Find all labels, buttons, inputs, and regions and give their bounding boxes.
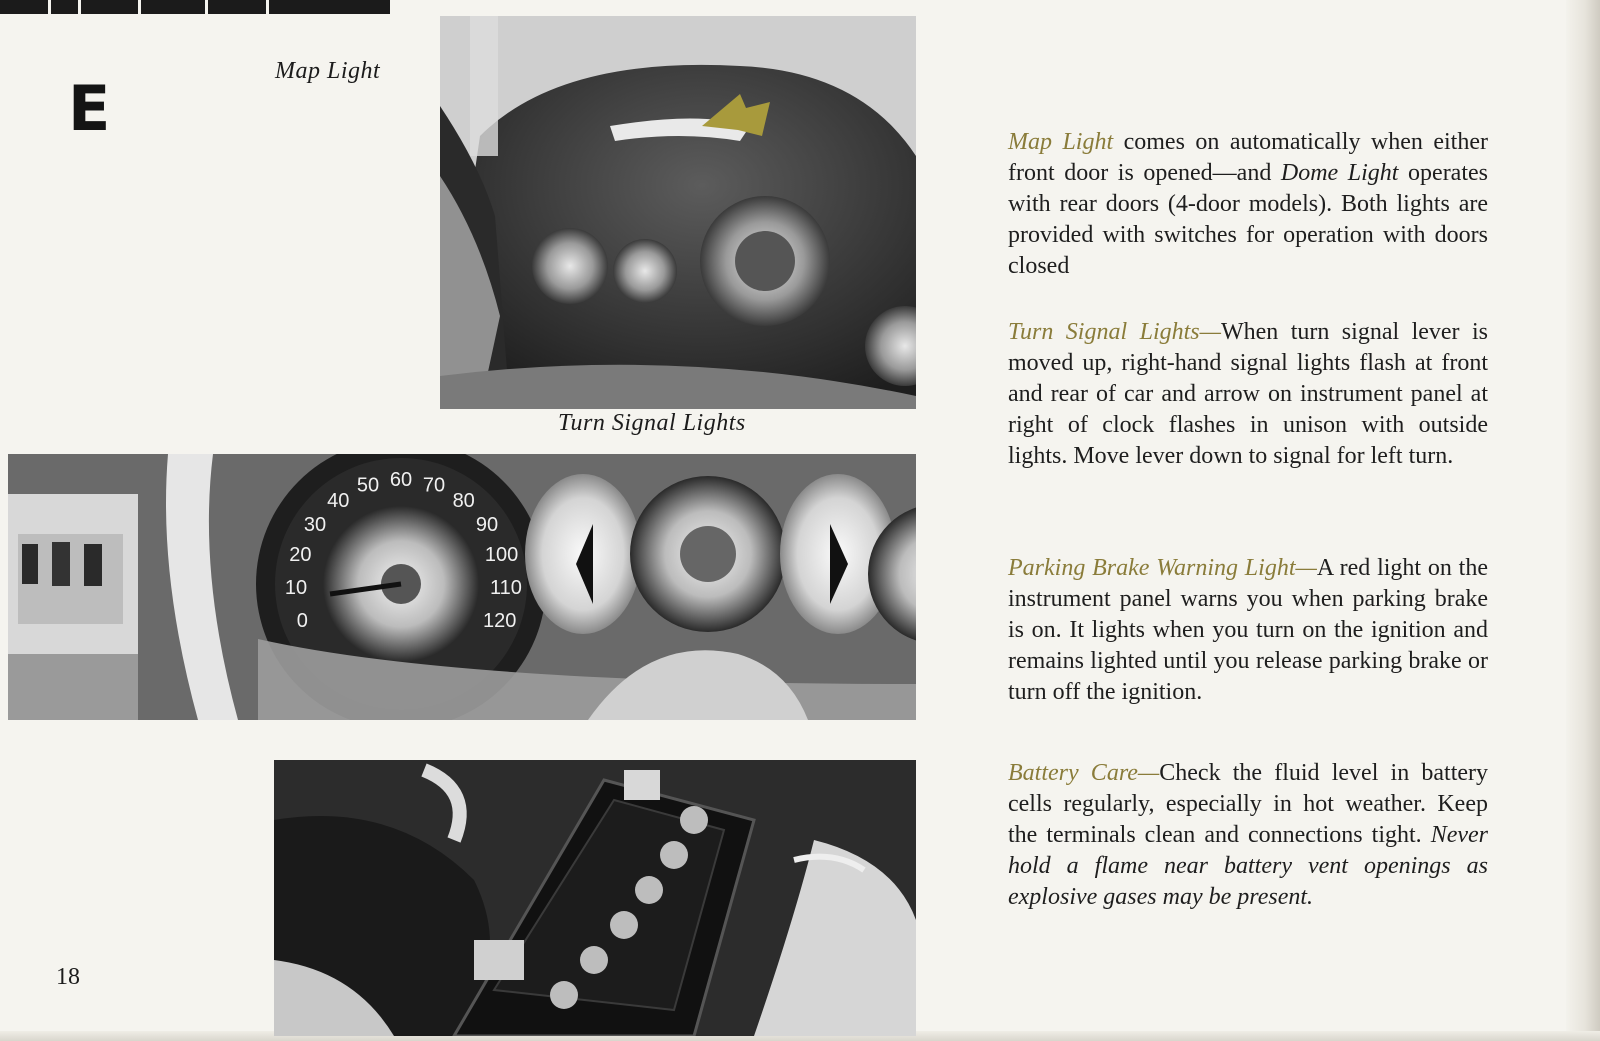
speedometer-label: 90 [475,513,499,536]
page-edge-shadow [1566,0,1600,1041]
speedometer-label: 80 [452,489,475,512]
heading-map-light: Map Light [1008,129,1114,155]
battery-photo [274,760,916,1036]
text-battery-warning: Never hold a flame near battery vent openings as explosive gases may be present. [1008,822,1488,910]
speedometer-label: 120 [483,609,517,632]
page-number: 18 [56,964,80,990]
speedometer-label: 100 [484,543,519,566]
speedometer-label: 40 [327,489,350,512]
text-dome-light: Dome Light [1280,160,1399,186]
speedometer-label: 30 [303,513,327,536]
text-map-light-1: comes on automatically when either front door is opened—and [1008,129,1488,186]
map-light-photo [440,16,916,409]
speedometer-label: 50 [356,474,380,497]
speedometer-label: 20 [289,543,312,566]
paragraph-turn-signal [1008,317,1488,472]
turn-signal-photo [8,454,916,720]
speedometer-label: 60 [389,469,413,491]
heading-parking-brake: Parking Brake Warning Light— [1008,555,1317,581]
paragraph-parking-brake [1008,553,1488,708]
text-parking-brake: A red light on the instrument panel warns you when parking brake is on. It lights when you turn on the ignition and remains lighted until you release parking brake or turn off the ignition. [1008,555,1488,705]
caption-turn-signal: Turn Signal Lights [558,410,746,436]
text-turn-signal: When turn signal lever is moved up, right-hand signal lights flash at front and rear of car and arrow on instrument panel at right of clock flashes in unison with outside lights. Move lever down to signal for left turn. [1008,319,1488,469]
speedometer-label: 10 [284,577,308,600]
heading-turn-signal: Turn Signal Lights— [1008,319,1221,345]
speedometer-label: 0 [296,609,308,632]
paragraph-battery [1008,758,1488,913]
top-decorative-strip [0,0,390,14]
speedometer-label: 70 [422,474,446,497]
heading-battery: Battery Care— [1008,760,1160,786]
text-map-light-2: operates with rear doors (4-door models). Both lights are provided with switches for operation with doors closed [1008,160,1488,279]
caption-map-light: Map Light [275,58,381,84]
section-letter: E [68,72,111,145]
speedometer-label: 110 [490,577,522,600]
paragraph-map-light [1008,127,1488,282]
text-battery: Check the fluid level in battery cells regularly, especially in hot weather. Keep the terminals clean and connections tight. [1008,760,1489,848]
